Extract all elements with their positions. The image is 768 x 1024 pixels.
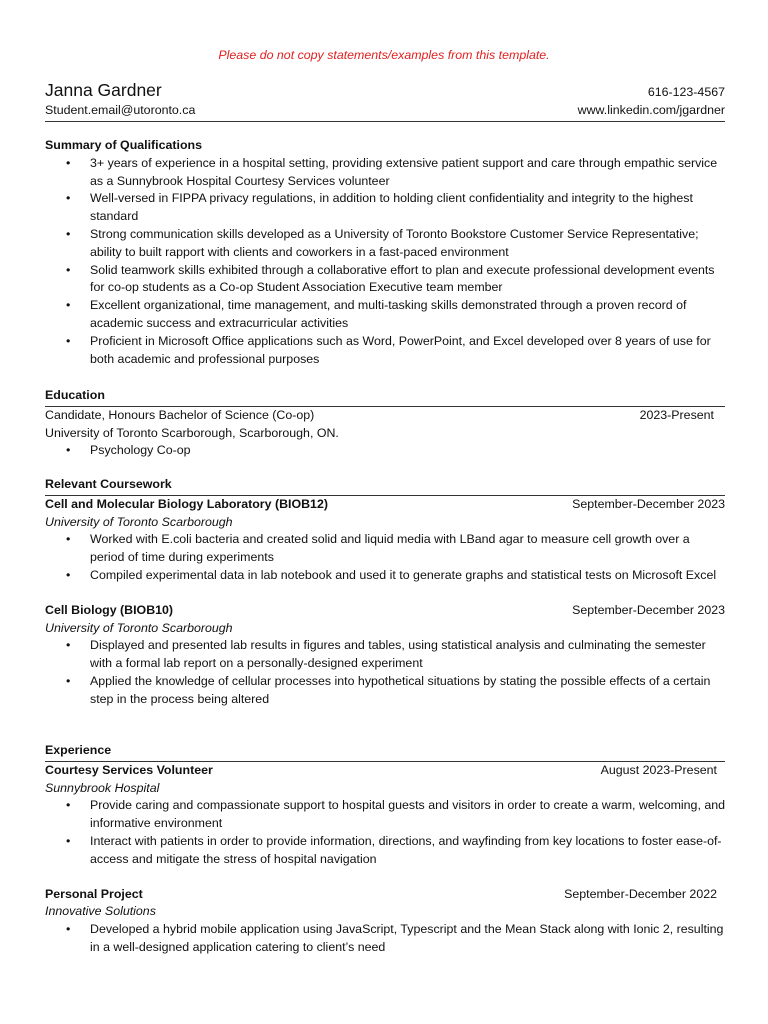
list-item: • Psychology Co-op — [45, 442, 725, 460]
course-institution: University of Toronto Scarborough — [45, 514, 233, 529]
list-item: • Worked with E.coli bacteria and created solid and liquid media with LBand agar to measure cell growth over a period of time during experiments — [45, 531, 725, 567]
course-list — [45, 637, 725, 708]
degree-name: Candidate, Honours Bachelor of Science (Co-op) — [45, 407, 315, 422]
list-item: • Proficient in Microsoft Office applications such as Word, PowerPoint, and Excel developed over 8 years of use for both academic and professional purposes — [45, 333, 725, 369]
list-item: • Provide caring and compassionate support to hospital guests and visitors in order to create a warm, welcoming, and informative environment — [45, 797, 725, 833]
list-item: • Applied the knowledge of cellular processes into hypothetical situations by stating the possible effects of a certain step in the process being altered — [45, 673, 725, 709]
candidate-name: Janna Gardner — [45, 80, 162, 100]
course-dates: September-December 2023 — [572, 602, 725, 617]
coursework-section — [45, 476, 725, 709]
email-address[interactable]: Student.email@utoronto.ca — [45, 102, 196, 117]
project-organization: Innovative Solutions — [45, 904, 156, 919]
job-dates: August 2023-Present — [600, 762, 717, 777]
list-item: • Compiled experimental data in lab notebook and used it to generate graphs and statistical tests on Microsoft Excel — [45, 567, 725, 585]
linkedin-link[interactable]: www.linkedin.com/jgardner — [577, 102, 725, 117]
list-item: • Developed a hybrid mobile application using JavaScript, Typescript and the Mean Stack along with Ionic 2, resulting in a well-designed application catering to client’s need — [45, 921, 725, 957]
section-title-summary: Summary of Qualifications — [45, 138, 202, 152]
resume-header — [45, 79, 725, 122]
experience-section — [45, 742, 725, 957]
list-item: • Well-versed in FIPPA privacy regulations, in addition to holding client confidentiality and integrity to the highest standard — [45, 190, 725, 226]
project-dates: September-December 2022 — [564, 886, 717, 901]
course-institution: University of Toronto Scarborough — [45, 620, 233, 635]
project-title: Personal Project — [45, 886, 143, 901]
school-name: University of Toronto Scarborough, Scarborough, ON. — [45, 425, 339, 440]
job-organization: Sunnybrook Hospital — [45, 780, 160, 795]
course-list — [45, 531, 725, 584]
section-title-education: Education — [45, 387, 725, 407]
list-item: • Excellent organizational, time management, and multi-tasking skills demonstrated through a proven record of academic success and extracurricular activities — [45, 297, 725, 333]
template-notice: Please do not copy statements/examples from this template. — [218, 48, 550, 62]
course-dates: September-December 2023 — [572, 496, 725, 511]
list-item: • 3+ years of experience in a hospital setting, providing extensive patient support and care through empathic service as a Sunnybrook Hospital Courtesy Services volunteer — [45, 155, 725, 191]
course-title: Cell Biology (BIOB10) — [45, 602, 174, 617]
header-divider — [45, 121, 725, 122]
summary-list — [45, 155, 725, 369]
course-title: Cell and Molecular Biology Laboratory (BIOB12) — [45, 496, 328, 511]
list-item: • Interact with patients in order to provide information, directions, and wayfinding from key locations to foster ease-of-access and mitigate the stress of hospital navigation — [45, 833, 725, 869]
job-list — [45, 797, 725, 868]
education-list — [45, 442, 725, 460]
summary-section — [45, 137, 725, 368]
education-dates: 2023-Present — [639, 407, 714, 422]
list-item: • Strong communication skills developed as a University of Toronto Bookstore Customer Service Representative; ability to built rapport with clients and coworkers in a fast-paced environment — [45, 226, 725, 262]
list-item: • Solid teamwork skills exhibited through a collaborative effort to plan and execute professional development events for co-op students as a Co-op Student Association Executive team member — [45, 262, 725, 298]
list-item: • Displayed and presented lab results in figures and tables, using statistical analysis and culminating the semester with a formal lab report on a personally-designed experiment — [45, 637, 725, 673]
section-title-coursework: Relevant Coursework — [45, 476, 725, 496]
education-section — [45, 387, 725, 460]
job-title: Courtesy Services Volunteer — [45, 762, 213, 777]
project-list — [45, 921, 725, 957]
phone-number: 616-123-4567 — [647, 85, 725, 99]
section-title-experience: Experience — [45, 742, 725, 762]
